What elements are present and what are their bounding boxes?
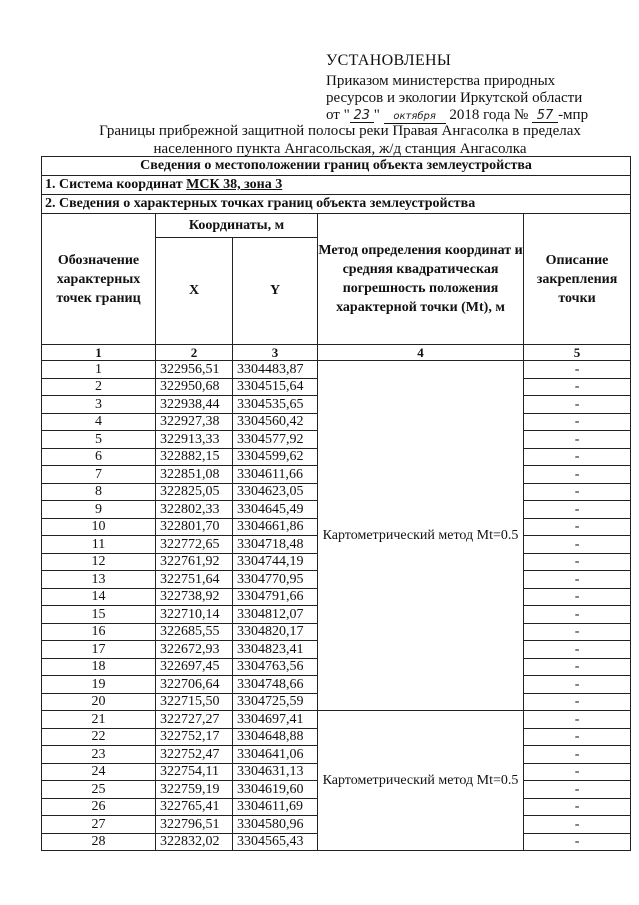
x-coordinate-cell: 322796,51 bbox=[156, 816, 233, 834]
point-number-cell: 14 bbox=[42, 588, 156, 606]
x-coordinate-cell: 322938,44 bbox=[156, 396, 233, 414]
x-coordinate-cell: 322882,15 bbox=[156, 448, 233, 466]
description-cell: - bbox=[524, 588, 631, 606]
table-row bbox=[42, 361, 631, 379]
point-number-cell: 2 bbox=[42, 378, 156, 396]
x-coordinate-cell: 322752,47 bbox=[156, 746, 233, 764]
y-coordinate-cell: 3304812,07 bbox=[233, 606, 318, 624]
approval-line-1: Приказом министерства природных bbox=[326, 73, 556, 89]
column-number: 5 bbox=[524, 345, 631, 361]
description-cell: - bbox=[524, 711, 631, 729]
y-coordinate-cell: 3304770,95 bbox=[233, 571, 318, 589]
description-cell: - bbox=[524, 693, 631, 711]
header-description: Описание закрепления точки bbox=[524, 214, 631, 345]
y-coordinate-cell: 3304565,43 bbox=[233, 833, 318, 851]
description-cell: - bbox=[524, 781, 631, 799]
section-characteristic-points: 2. Сведения о характерных точках границ объекта землеустройства bbox=[42, 195, 631, 214]
description-cell: - bbox=[524, 361, 631, 379]
point-number-cell: 9 bbox=[42, 501, 156, 519]
description-cell: - bbox=[524, 378, 631, 396]
x-coordinate-cell: 322802,33 bbox=[156, 501, 233, 519]
point-number-cell: 27 bbox=[42, 816, 156, 834]
point-number-cell: 7 bbox=[42, 466, 156, 484]
x-coordinate-cell: 322950,68 bbox=[156, 378, 233, 396]
point-number-cell: 6 bbox=[42, 448, 156, 466]
header-coordinates: Координаты, м bbox=[156, 214, 318, 238]
x-coordinate-cell: 322956,51 bbox=[156, 361, 233, 379]
handwritten-month: октября bbox=[384, 110, 446, 124]
x-coordinate-cell: 322751,64 bbox=[156, 571, 233, 589]
document-title-line-1: Границы прибрежной защитной полосы реки Правая Ангасолка в пределах bbox=[99, 123, 581, 139]
point-number-cell: 12 bbox=[42, 553, 156, 571]
description-cell: - bbox=[524, 501, 631, 519]
point-number-cell: 13 bbox=[42, 571, 156, 589]
y-coordinate-cell: 3304725,59 bbox=[233, 693, 318, 711]
y-coordinate-cell: 3304560,42 bbox=[233, 413, 318, 431]
y-coordinate-cell: 3304623,05 bbox=[233, 483, 318, 501]
description-cell: - bbox=[524, 571, 631, 589]
handwritten-day: 23 bbox=[350, 109, 374, 123]
description-cell: - bbox=[524, 466, 631, 484]
y-coordinate-cell: 3304748,66 bbox=[233, 676, 318, 694]
point-number-cell: 26 bbox=[42, 798, 156, 816]
description-cell: - bbox=[524, 833, 631, 851]
y-coordinate-cell: 3304718,48 bbox=[233, 536, 318, 554]
y-coordinate-cell: 3304641,06 bbox=[233, 746, 318, 764]
column-number: 1 bbox=[42, 345, 156, 361]
method-cell-group-2: Картометрический метод Mt=0.5 bbox=[318, 711, 524, 851]
point-number-cell: 18 bbox=[42, 658, 156, 676]
point-number-cell: 15 bbox=[42, 606, 156, 624]
description-cell: - bbox=[524, 746, 631, 764]
description-cell: - bbox=[524, 448, 631, 466]
section-location-header: Сведения о местоположении границ объекта землеустройства bbox=[42, 157, 631, 176]
point-number-cell: 21 bbox=[42, 711, 156, 729]
point-number-cell: 20 bbox=[42, 693, 156, 711]
coordinate-system-value: МСК 38, зона 3 bbox=[186, 177, 283, 192]
x-coordinate-cell: 322715,50 bbox=[156, 693, 233, 711]
x-coordinate-cell: 322851,08 bbox=[156, 466, 233, 484]
x-coordinate-cell: 322754,11 bbox=[156, 763, 233, 781]
header-x: X bbox=[156, 237, 233, 344]
y-coordinate-cell: 3304645,49 bbox=[233, 501, 318, 519]
description-cell: - bbox=[524, 536, 631, 554]
date-sep: " bbox=[373, 107, 380, 123]
x-coordinate-cell: 322738,92 bbox=[156, 588, 233, 606]
y-coordinate-cell: 3304648,88 bbox=[233, 728, 318, 746]
description-cell: - bbox=[524, 658, 631, 676]
section-coordinate-system bbox=[42, 176, 631, 195]
x-coordinate-cell: 322685,55 bbox=[156, 623, 233, 641]
handwritten-order-number: 57 bbox=[532, 109, 558, 123]
x-coordinate-cell: 322752,17 bbox=[156, 728, 233, 746]
description-cell: - bbox=[524, 641, 631, 659]
description-cell: - bbox=[524, 518, 631, 536]
y-coordinate-cell: 3304535,65 bbox=[233, 396, 318, 414]
description-cell: - bbox=[524, 676, 631, 694]
y-coordinate-cell: 3304744,19 bbox=[233, 553, 318, 571]
y-coordinate-cell: 3304823,41 bbox=[233, 641, 318, 659]
y-coordinate-cell: 3304483,87 bbox=[233, 361, 318, 379]
x-coordinate-cell: 322825,05 bbox=[156, 483, 233, 501]
approval-line-2: ресурсов и экологии Иркутской области bbox=[326, 90, 583, 106]
point-number-cell: 5 bbox=[42, 431, 156, 449]
point-number-cell: 4 bbox=[42, 413, 156, 431]
point-number-cell: 1 bbox=[42, 361, 156, 379]
point-number-cell: 11 bbox=[42, 536, 156, 554]
description-cell: - bbox=[524, 483, 631, 501]
description-cell: - bbox=[524, 606, 631, 624]
method-cell-group-1: Картометрический метод Mt=0.5 bbox=[318, 361, 524, 711]
description-cell: - bbox=[524, 431, 631, 449]
document-title bbox=[40, 122, 639, 158]
description-cell: - bbox=[524, 798, 631, 816]
y-coordinate-cell: 3304599,62 bbox=[233, 448, 318, 466]
point-number-cell: 8 bbox=[42, 483, 156, 501]
x-coordinate-cell: 322710,14 bbox=[156, 606, 233, 624]
y-coordinate-cell: 3304515,64 bbox=[233, 378, 318, 396]
column-number: 2 bbox=[156, 345, 233, 361]
document-title-line-2: населенного пункта Ангасольская, ж/д станция Ангасолка bbox=[153, 141, 527, 157]
point-number-cell: 28 bbox=[42, 833, 156, 851]
x-coordinate-cell: 322832,02 bbox=[156, 833, 233, 851]
approval-block bbox=[326, 52, 626, 124]
x-coordinate-cell: 322927,38 bbox=[156, 413, 233, 431]
point-number-cell: 10 bbox=[42, 518, 156, 536]
header-y: Y bbox=[233, 237, 318, 344]
description-cell: - bbox=[524, 623, 631, 641]
x-coordinate-cell: 322913,33 bbox=[156, 431, 233, 449]
x-coordinate-cell: 322765,41 bbox=[156, 798, 233, 816]
header-point-designation: Обозначение характерных точек границ bbox=[42, 214, 156, 345]
x-coordinate-cell: 322801,70 bbox=[156, 518, 233, 536]
date-year: 2018 года № bbox=[449, 107, 529, 123]
y-coordinate-cell: 3304661,86 bbox=[233, 518, 318, 536]
point-number-cell: 16 bbox=[42, 623, 156, 641]
x-coordinate-cell: 322672,93 bbox=[156, 641, 233, 659]
y-coordinate-cell: 3304631,13 bbox=[233, 763, 318, 781]
column-number: 3 bbox=[233, 345, 318, 361]
y-coordinate-cell: 3304611,66 bbox=[233, 466, 318, 484]
point-number-cell: 19 bbox=[42, 676, 156, 694]
description-cell: - bbox=[524, 728, 631, 746]
point-number-cell: 22 bbox=[42, 728, 156, 746]
point-number-cell: 17 bbox=[42, 641, 156, 659]
y-coordinate-cell: 3304791,66 bbox=[233, 588, 318, 606]
description-cell: - bbox=[524, 413, 631, 431]
x-coordinate-cell: 322697,45 bbox=[156, 658, 233, 676]
coordinate-system-prefix: 1. Система координат bbox=[45, 177, 187, 192]
description-cell: - bbox=[524, 763, 631, 781]
description-cell: - bbox=[524, 816, 631, 834]
y-coordinate-cell: 3304820,17 bbox=[233, 623, 318, 641]
y-coordinate-cell: 3304611,69 bbox=[233, 798, 318, 816]
table-row bbox=[42, 711, 631, 729]
point-number-cell: 25 bbox=[42, 781, 156, 799]
y-coordinate-cell: 3304697,41 bbox=[233, 711, 318, 729]
x-coordinate-cell: 322761,92 bbox=[156, 553, 233, 571]
date-prefix: от " bbox=[326, 107, 350, 123]
y-coordinate-cell: 3304763,56 bbox=[233, 658, 318, 676]
point-number-cell: 3 bbox=[42, 396, 156, 414]
x-coordinate-cell: 322759,19 bbox=[156, 781, 233, 799]
point-number-cell: 23 bbox=[42, 746, 156, 764]
column-number: 4 bbox=[318, 345, 524, 361]
approval-heading: УСТАНОВЛЕНЫ bbox=[326, 52, 452, 69]
x-coordinate-cell: 322772,65 bbox=[156, 536, 233, 554]
x-coordinate-cell: 322706,64 bbox=[156, 676, 233, 694]
y-coordinate-cell: 3304619,60 bbox=[233, 781, 318, 799]
coordinates-table bbox=[41, 156, 631, 851]
y-coordinate-cell: 3304577,92 bbox=[233, 431, 318, 449]
header-method: Метод определения координат и средняя квадратическая погрешность положения характерной точки (Mt), м bbox=[318, 214, 524, 345]
coordinates-table-body bbox=[42, 361, 631, 851]
point-number-cell: 24 bbox=[42, 763, 156, 781]
order-suffix: -мпр bbox=[558, 107, 589, 123]
y-coordinate-cell: 3304580,96 bbox=[233, 816, 318, 834]
x-coordinate-cell: 322727,27 bbox=[156, 711, 233, 729]
description-cell: - bbox=[524, 396, 631, 414]
description-cell: - bbox=[524, 553, 631, 571]
